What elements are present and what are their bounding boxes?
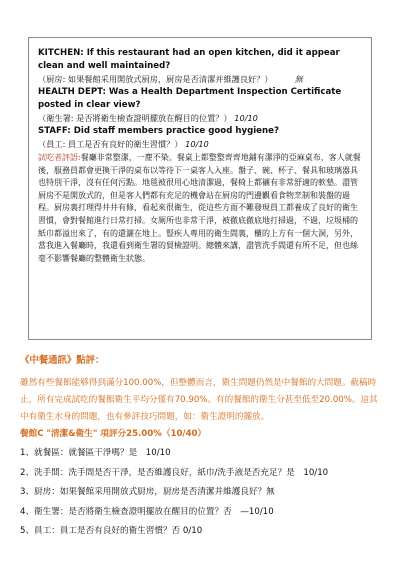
- comment-subhead: 餐館C "清潔&衛生" 項評分25.00%（10/40）: [20, 429, 207, 439]
- comment-paragraph: 雖然有些餐館能够得到滿分100.00%，但整體而言，衛生問題仍然是中餐館的大問題。截稿時止，所有完成試吃的餐館衛生平均分僅有70.90%。有的餐館的衛生分甚至低至20.00%。這其中有衛生水身的問題，也有參評技巧問題，如：衛生證明的擺放。: [20, 378, 378, 422]
- question-health-dept-zh-text: （衛生署: 是否將衛生檢查證明擺放在醒目的位置？）: [38, 113, 232, 123]
- question-health-dept-zh: [38, 112, 362, 125]
- score-kitchen: 無: [294, 74, 303, 84]
- reviewer-comment-label: 試吃者評語:: [38, 153, 81, 162]
- list-item: 5、員工：員工是否有良好的衛生習慣？否 0/10: [20, 526, 203, 537]
- score-list: [20, 444, 385, 542]
- reviewer-comment: [38, 152, 362, 265]
- list-item: 2、洗手間：洗手間是否干淨，是否維護良好，紙巾/洗手液是否充足？是 10/10: [20, 467, 329, 478]
- reviewer-comment-text: 餐廳非常整潔，一塵不染。餐桌上都整整齊齊地鋪有潔淨的亞麻桌布，客人就餐後，服務員都會更換干淨的桌布以等待下一桌客人入座。盤子、碗、杯子、餐具和玻璃器具也特別干淨，沒有任何污點。地毯被很用心地清潔過，餐椅上都襯有非常舒適的軟墊。盡管厨房不是開放式的，但是客人們都有充足的機會站在厨房的門邊觀看食物烹制和裝盤的過程。厨房裏打理得井井有條，看起來很衛生，從這些方面不難發現員工都養成了良好的衛生習慣，會對餐館進行日常打掃。女厕所也非常干淨，被徹底徹底地打掃過，不過，垃圾桶的紙巾都溢出來了，有的還灑在地上。豎疾人專用的衛生間裏，櫃的上方有一個大洞，另外，當我進入餐廳時，我還看到衛生署的貿檢證明。總體來講，盡管洗手間還有所不足，但也絲毫不影響餐廳的整體衛生狀態。: [38, 153, 361, 263]
- list-item: 4、衛生署：是否將衛生檢查證明擺放在醒目的位置？否 —10/10: [20, 506, 274, 517]
- list-item: 1、就餐區：就餐區干淨嗎？是 10/10: [20, 448, 171, 458]
- comment-title: 《中餐通訊》點評：: [20, 355, 105, 366]
- question-health-dept: HEALTH DEPT: Was a Health Department Inspection Certificate posted in clear view?: [38, 87, 342, 110]
- question-staff: STAFF: Did staff members practice good hygiene?: [38, 126, 279, 136]
- question-kitchen-zh: [38, 73, 362, 86]
- review-box: [28, 37, 372, 340]
- comment-section: [20, 375, 382, 443]
- score-health-dept: 10/10: [234, 113, 258, 123]
- list-item: 3、厨房：如果餐館采用開放式厨房，厨房是否清潔并維護良好？無: [20, 487, 275, 498]
- question-kitchen: KITCHEN: If this restaurant had an open kitchen, did it appear clean and well maintained?: [38, 48, 340, 71]
- question-staff-zh: [38, 138, 362, 151]
- question-staff-zh-text: （員工: 員工是否有良好的衛生習慣？）: [38, 139, 183, 149]
- score-staff: 10/10: [185, 139, 209, 149]
- question-kitchen-zh-text: （厨房: 如果餐館采用開放式厨房，厨房是否清潔并維護良好？）: [38, 74, 273, 84]
